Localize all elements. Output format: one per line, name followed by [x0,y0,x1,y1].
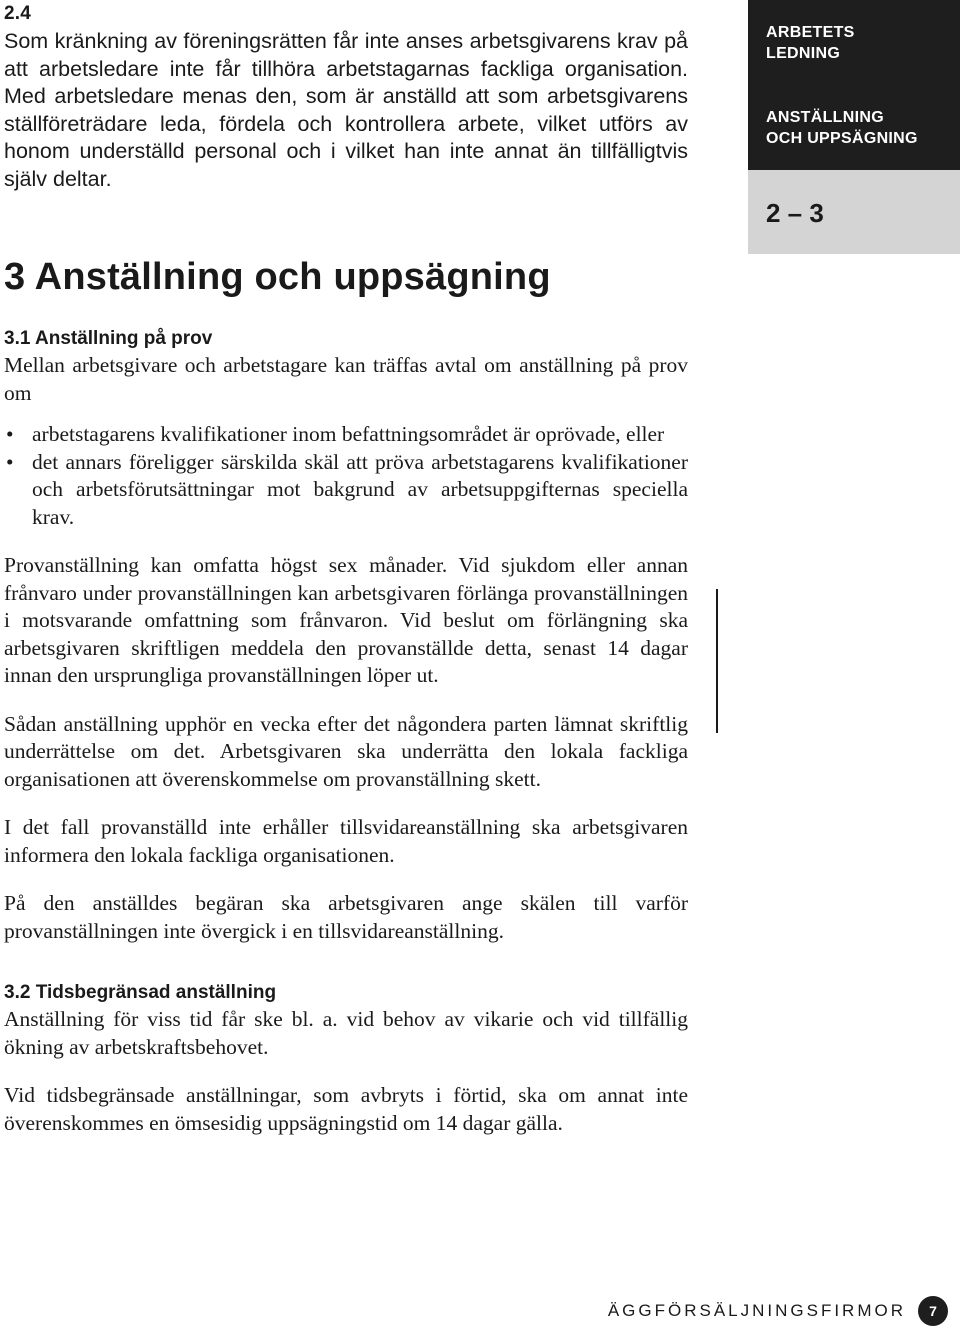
footer-brand: ÄGGFÖRSÄLJNINGSFIRMOR [607,1301,906,1320]
tab-chapter-range: 2 – 3 [766,198,824,228]
paragraph: Provanställning kan omfatta högst sex månader. Vid sjukdom eller annan frånvaro under provanställningen kan arbetsgivaren förlänga provanställningen i motsvarande omfattning som frånvaron. Vid beslut om förlängning ska arbetsgivaren skriftligen meddela den provanställde detta, senast 14 dagar innan den ursprungliga provanställningen löper ut. [4,553,688,687]
paragraph: Vid tidsbegränsade anställningar, som avbryts i förtid, ska om annat inte överenskommes en ömsesidig uppsägningstid om 14 dagar gälla. [4,1083,688,1135]
paragraph: Anställning för viss tid får ske bl. a. vid behov av vikarie och vid tillfällig ökning av arbetskraftsbehovet. [4,1007,688,1059]
chapter-title: 3 Anställning och uppsägning [4,256,551,298]
section-number: 2.4 [4,3,32,24]
bullet-icon: • [6,422,14,446]
paragraph: Sådan anställning upphör en vecka efter det någondera parten lämnat skriftlig underrättelse om det. Arbetsgivaren ska underrätta den lokala fackliga organisationen att överenskommelse om provanställning skett. [4,711,688,791]
lead-paragraph: Som kränkning av föreningsrätten får inte anses arbetsgivarens krav på att arbetsledare inte får tillhöra arbetstagarnas fackliga organisation. Med arbetsledare menas den, som är anställd att som arbetsgivarens ställföreträdare leda, fördela och kontrollera arbete, vilket utförs av honom underställd personal och i vilket han inte annat än tillfälligtvis själv deltar. [4,29,688,191]
page-footer [608,1295,948,1327]
list-item-text: det annars föreligger särskilda skäl att pröva arbetstagarens kvalifikationer och arbetsförutsättningar mot bakgrund av arbetsuppgifternas speciella krav. [32,449,688,529]
bullet-list [4,421,688,531]
paragraph: På den anställdes begäran ska arbetsgivaren ange skälen till varför provanställningen inte övergick i en tillsvidareanställning. [4,891,688,943]
tab-label-arbetets-ledning: ARBETETS LEDNING [766,24,855,62]
page-number: 7 [918,1296,948,1326]
bullet-icon: • [6,449,14,474]
body-column [4,326,688,1137]
list-item-text: arbetstagarens kvalifikationer inom befattningsområdet är oprövade, eller [32,422,665,446]
list-item [4,421,688,449]
paragraph: I det fall provanställd inte erhåller tillsvidareanställning ska arbetsgivaren informera den lokala fackliga organisationen. [4,815,688,867]
chapter-tab-dark [748,0,960,170]
section-3-1-intro: Mellan arbetsgivare och arbetstagare kan träffas avtal om anställning på prov om [4,353,688,405]
section-heading-3-1: 3.1 Anställning på prov [4,328,213,349]
section-heading-3-2: 3.2 Tidsbegränsad anställning [4,982,277,1003]
revision-bar [716,589,718,733]
chapter-tab [748,0,960,254]
chapter-tab-light [748,170,960,254]
list-item [4,449,688,532]
tab-label-anstallning: ANSTÄLLNING OCH UPPSÄGNING [766,109,918,147]
